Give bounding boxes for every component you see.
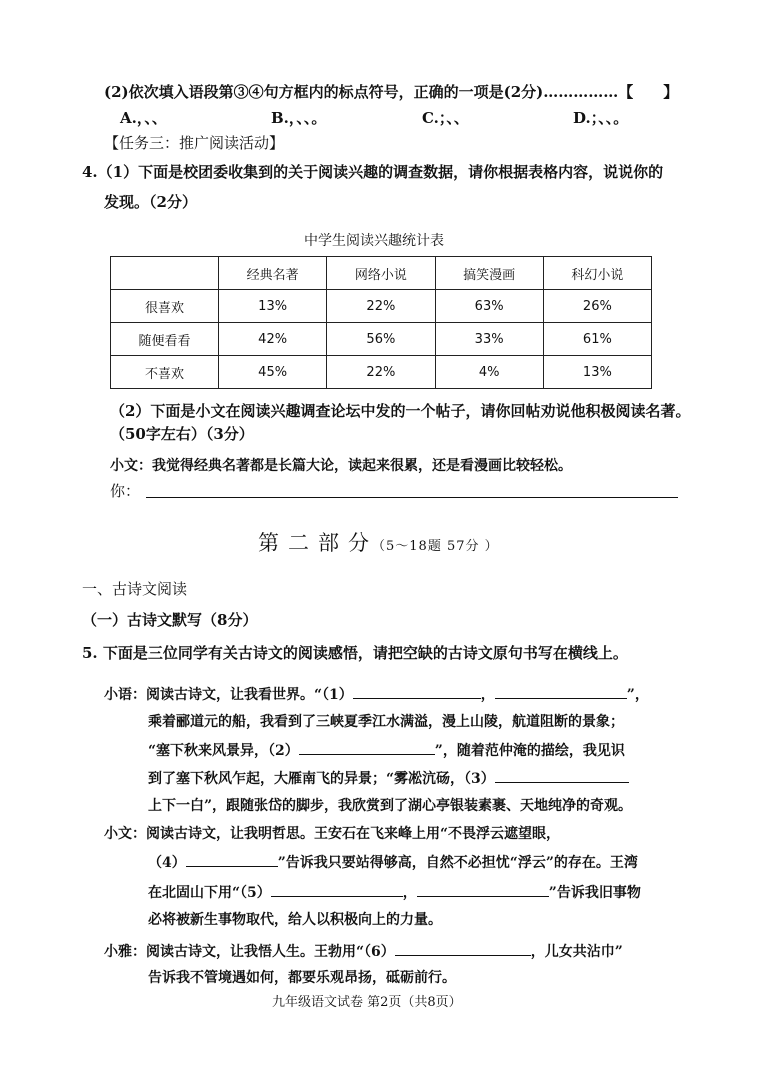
reading-interest-table <box>110 256 652 389</box>
blank-1a[interactable] <box>353 684 481 699</box>
page-footer: 九年级语文试卷 第2页（共8页） <box>272 995 462 1010</box>
blank-4[interactable] <box>186 852 278 867</box>
xiaowen-line3 <box>148 882 641 903</box>
xiaoyu-line1-comma: ， <box>480 687 495 703</box>
q3-2-option-c: C.；、、 <box>422 109 469 127</box>
q3-2-answer-bracket[interactable]: 【 】 <box>618 83 679 101</box>
part2-title <box>258 527 499 557</box>
xiaoyu-line1-end: ”， <box>626 687 649 703</box>
table-header-cell: 搞笑漫画 <box>435 257 543 290</box>
table-cell: 26% <box>543 290 651 323</box>
table-row <box>111 323 652 356</box>
blank-6[interactable] <box>395 941 531 956</box>
xiaowen-line3-end: ”告诉我旧事物 <box>548 885 641 901</box>
table-row-label: 很喜欢 <box>111 290 219 323</box>
xiaoyu-line4-text: 到了塞下秋风乍起，大雁南飞的异景；“雾凇沆砀，（3） <box>148 771 495 787</box>
xiaowen-post: 小文：我觉得经典名著都是长篇大论，读起来很累，还是看漫画比较轻松。 <box>110 458 572 474</box>
xiaoyu-line2: 乘着郦道元的船，我看到了三峡夏季江水满溢，漫上山陵，航道阻断的景象； <box>148 714 624 730</box>
blank-1b[interactable] <box>495 684 627 699</box>
table-cell: 22% <box>327 356 435 389</box>
table-header-cell: 网络小说 <box>327 257 435 290</box>
part2-title-text: 第二部分 <box>258 531 378 555</box>
table-header-cell: 经典名著 <box>219 257 327 290</box>
xiaoyu-line1-text: 小语：阅读古诗文，让我看世界。“（1） <box>104 687 353 703</box>
table-cell: 13% <box>543 356 651 389</box>
table-header-cell: 科幻小说 <box>543 257 651 290</box>
table-title: 中学生阅读兴趣统计表 <box>304 233 444 249</box>
q3-2-option-b: B.，、、。 <box>271 109 327 127</box>
xiaowen-line4: 必将被新生事物取代，给人以积极向上的力量。 <box>148 912 442 928</box>
q4-part2-line1: （2）下面是小文在阅读兴趣调查论坛中发的一个帖子，请你回帖劝说他积极阅读名著。 <box>110 402 691 420</box>
q4-part1-line2: 发现。（2分） <box>104 193 197 211</box>
section1-subheading: （一）古诗文默写（8分） <box>82 611 258 629</box>
table-row <box>111 290 652 323</box>
table-row <box>111 356 652 389</box>
table-header-cell <box>111 257 219 290</box>
table-cell: 33% <box>435 323 543 356</box>
reply-label: 你： <box>110 482 141 500</box>
xiaowen-line3-text: 在北固山下用“（5） <box>148 885 271 901</box>
q3-2-stem <box>104 82 678 102</box>
xiaoya-line2: 告诉我不管境遇如何，都要乐观昂扬，砥砺前行。 <box>148 970 456 986</box>
section1-heading: 一、古诗文阅读 <box>82 580 188 598</box>
table-cell: 13% <box>219 290 327 323</box>
table-cell: 4% <box>435 356 543 389</box>
table-cell: 45% <box>219 356 327 389</box>
xiaoyu-line3-text: “塞下秋来风景异，（2） <box>148 743 299 759</box>
blank-2[interactable] <box>299 740 435 755</box>
xiaowen-line2-num: （4） <box>148 855 186 871</box>
xiaowen-line1: 小文：阅读古诗文，让我明哲思。王安石在飞来峰上用“不畏浮云遮望眼， <box>104 826 561 842</box>
xiaoyu-line1 <box>104 684 649 705</box>
xiaoya-line1 <box>104 941 623 962</box>
table-row-label: 不喜欢 <box>111 356 219 389</box>
table-cell: 63% <box>435 290 543 323</box>
blank-5a[interactable] <box>271 882 403 897</box>
q3-2-stem-text: (2)依次填入语段第③④句方框内的标点符号，正确的一项是(2分) <box>104 83 544 101</box>
xiaoyu-line4 <box>148 768 629 789</box>
q3-2-option-a: A.，、、 <box>120 109 167 127</box>
xiaoyu-line5: 上下一白”，跟随张岱的脚步，我欣赏到了湖心亭银装素裹、天地纯净的奇观。 <box>148 798 633 814</box>
table-cell: 42% <box>219 323 327 356</box>
xiaowen-line2-text: ”告诉我只要站得够高，自然不必担忧“浮云”的存在。王湾 <box>277 855 638 871</box>
xiaowen-line3-comma: ， <box>402 885 417 901</box>
part2-subtitle: （5～18题 57分 ） <box>372 539 499 554</box>
table-header-row <box>111 257 652 290</box>
task3-label: 【任务三：推广阅读活动】 <box>104 134 285 152</box>
reply-answer-line[interactable] <box>146 497 678 498</box>
q3-2-option-d: D.；、、。 <box>573 109 629 127</box>
q4-part1-line1: 4.（1）下面是校团委收集到的关于阅读兴趣的调查数据，请你根据表格内容，说说你的 <box>82 163 664 181</box>
q5-stem: 5. 下面是三位同学有关古诗文的阅读感悟，请把空缺的古诗文原句书写在横线上。 <box>82 644 628 662</box>
q4-part2-line2: （50字左右）（3分） <box>110 425 254 443</box>
xiaoya-line1-text: 小雅：阅读古诗文，让我悟人生。王勃用“（6） <box>104 944 395 960</box>
xiaowen-line2 <box>148 852 638 873</box>
table-row-label: 随便看看 <box>111 323 219 356</box>
blank-3[interactable] <box>495 768 629 783</box>
table-cell: 61% <box>543 323 651 356</box>
xiaoyu-line3-end: ”，随着范仲淹的描绘，我见识 <box>434 743 625 759</box>
xiaoya-line1-end: ，儿女共沾巾” <box>530 944 623 960</box>
xiaoyu-line3 <box>148 740 625 761</box>
blank-5b[interactable] <box>417 882 549 897</box>
table-cell: 22% <box>327 290 435 323</box>
table-cell: 56% <box>327 323 435 356</box>
q3-2-dots: …………… <box>543 83 619 101</box>
